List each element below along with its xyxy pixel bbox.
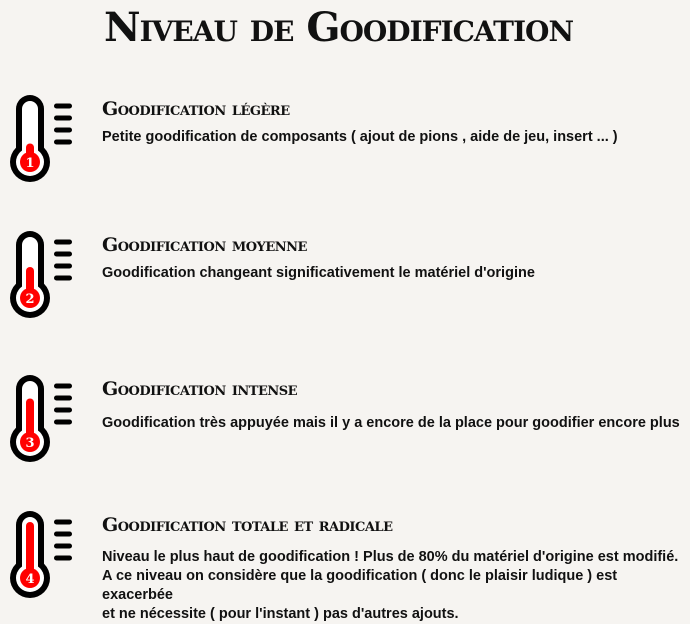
level-description	[102, 128, 687, 147]
thermo-scale-mark	[54, 128, 72, 133]
level-title: Goodification totale et radicale	[102, 514, 393, 536]
level-title: Goodification intense	[102, 378, 298, 400]
thermo-scale-mark	[54, 420, 72, 425]
thermo-scale-mark	[54, 252, 72, 257]
thermo-scale-mark	[54, 408, 72, 413]
description-line: Goodification très appuyée mais il y a encore de la place pour goodifier encore plus	[102, 415, 680, 431]
level-description	[102, 414, 687, 433]
thermo-level-number: 2	[25, 292, 35, 307]
thermometer-icon	[8, 228, 78, 320]
thermometer-icon	[8, 92, 78, 184]
thermo-scale-mark	[54, 116, 72, 121]
thermo-level-number: 4	[25, 572, 35, 587]
thermometer-icon	[8, 372, 78, 464]
thermo-scale-mark	[54, 276, 72, 281]
thermo-level-number: 3	[25, 436, 35, 451]
thermo-scale-mark	[54, 396, 72, 401]
thermo-scale-mark	[54, 104, 72, 109]
thermo-scale-mark	[54, 520, 72, 525]
thermo-scale-mark	[54, 556, 72, 561]
description-line: et ne nécessite ( pour l'instant ) pas d'autres ajouts.	[102, 606, 459, 622]
level-title: Goodification moyenne	[102, 234, 307, 256]
thermometer-icon	[8, 508, 78, 600]
thermo-scale-mark	[54, 140, 72, 145]
description-line: Goodification changeant significativement le matériel d'origine	[102, 265, 535, 281]
level-description	[102, 264, 687, 283]
thermo-scale-mark	[54, 240, 72, 245]
description-line: A ce niveau on considère que la goodification ( donc le plaisir ludique ) est exacerbée	[102, 568, 618, 603]
thermo-scale-mark	[54, 532, 72, 537]
page-title: Niveau de Goodification	[104, 4, 574, 51]
description-line: Niveau le plus haut de goodification ! Plus de 80% du matériel d'origine est modifié.	[102, 549, 679, 565]
thermo-scale-mark	[54, 264, 72, 269]
thermo-mercury	[26, 522, 34, 576]
level-description	[102, 548, 687, 624]
thermo-scale-mark	[54, 384, 72, 389]
level-title: Goodification légère	[102, 98, 290, 120]
thermo-level-number: 1	[25, 156, 35, 171]
description-line: Petite goodification de composants ( ajout de pions , aide de jeu, insert ... )	[102, 129, 618, 145]
thermo-scale-mark	[54, 544, 72, 549]
